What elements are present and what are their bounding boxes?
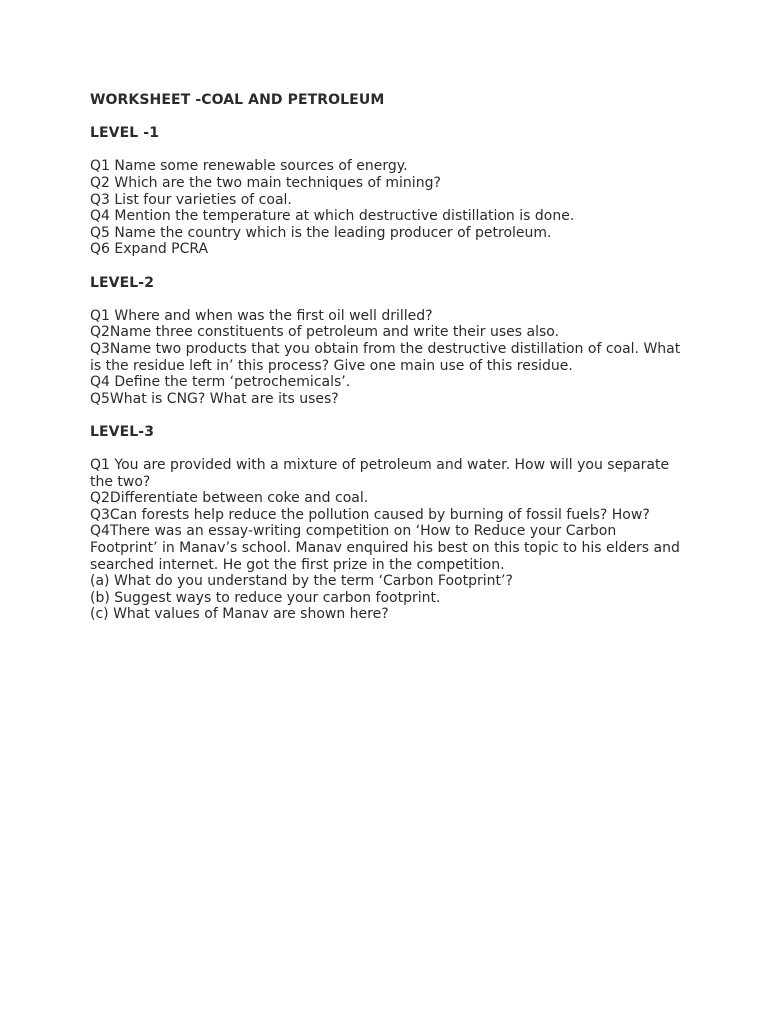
question-line: (c) What values of Manav are shown here? xyxy=(90,606,389,623)
level-1-heading: LEVEL -1 xyxy=(90,125,160,142)
question-line: (a) What do you understand by the term ‘Carbon Footprint’? xyxy=(90,573,513,590)
question-line: Q2Differentiate between coke and coal. xyxy=(90,490,369,507)
spacer xyxy=(90,291,685,308)
question-line: Q1 You are provided with a mixture of petroleum and water. How will you separate the two? xyxy=(90,457,670,490)
question-line: (b) Suggest ways to reduce your carbon footprint. xyxy=(90,589,441,606)
question-line: Q4 Define the term ‘petrochemicals’. xyxy=(90,374,351,391)
worksheet-document xyxy=(90,92,685,623)
question-line: Q5 Name the country which is the leading producer of petroleum. xyxy=(90,224,552,241)
document-title: WORKSHEET -COAL AND PETROLEUM xyxy=(90,92,385,108)
level-3-heading: LEVEL-3 xyxy=(90,423,155,440)
question-line: Q3 List four varieties of coal. xyxy=(90,191,292,208)
level-2-heading: LEVEL-2 xyxy=(90,274,155,291)
question-line: Q4There was an essay-writing competition on ‘How to Reduce your Carbon Footprint’ in Manav’s school. Manav enquired his best on this topic to his elders and searched internet. He got the first prize in the competition. xyxy=(90,523,680,573)
question-line: Q4 Mention the temperature at which destructive distillation is done. xyxy=(90,208,575,225)
question-line: Q2Name three constituents of petroleum and write their uses also. xyxy=(90,324,560,341)
spacer xyxy=(90,407,685,424)
question-line: Q6 Expand PCRA xyxy=(90,241,209,258)
question-line: Q1 Name some renewable sources of energy. xyxy=(90,158,408,175)
question-line: Q1 Where and when was the first oil well drilled? xyxy=(90,307,433,324)
question-line: Q3Name two products that you obtain from the destructive distillation of coal. What is the residue left in’ this process? Give one main use of this residue. xyxy=(90,340,681,374)
question-line: Q3Can forests help reduce the pollution caused by burning of fossil fuels? How? xyxy=(90,506,650,523)
spacer xyxy=(90,440,685,457)
question-line: Q2 Which are the two main techniques of mining? xyxy=(90,174,441,191)
spacer xyxy=(90,258,685,275)
question-line: Q5What is CNG? What are its uses? xyxy=(90,390,339,407)
spacer xyxy=(90,142,685,159)
spacer xyxy=(90,109,685,126)
